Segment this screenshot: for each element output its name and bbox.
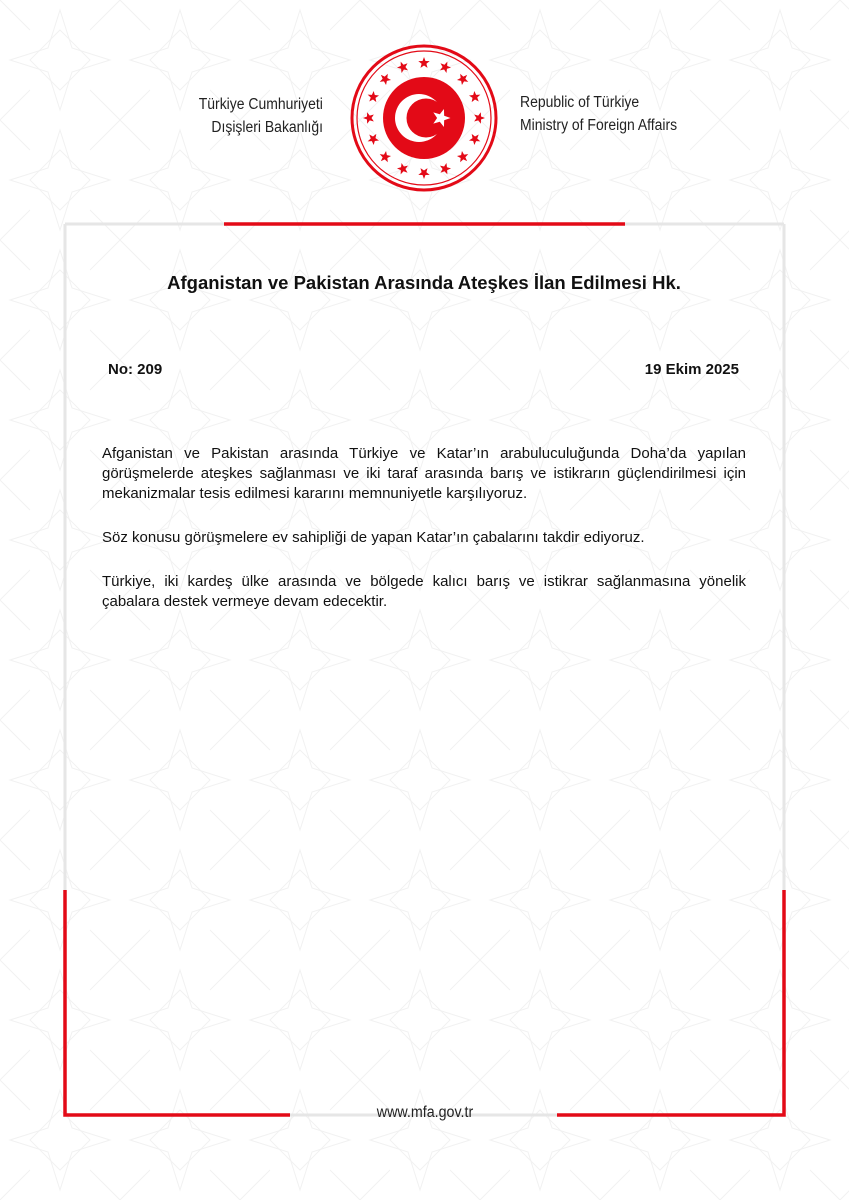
document-title: Afganistan ve Pakistan Arasında Ateşkes İlan Edilmesi Hk. (167, 272, 681, 293)
paragraph-3: Türkiye, iki kardeş ülke arasında ve bölgede kalıcı barış ve istikrar sağlanmasına yönelik çabalara destek vermeye devam edecektir. (102, 573, 746, 610)
header-en-line1: Republic of Türkiye (520, 94, 640, 111)
header-tr-line1: Türkiye Cumhuriyeti (198, 96, 323, 113)
paragraph-2: Söz konusu görüşmelere ev sahipliği de yapan Katar’ın çabalarını takdir ediyoruz. (102, 529, 645, 546)
paragraph-1: Afganistan ve Pakistan arasında Türkiye ve Katar’ın arabuluculuğunda Doha’da yapılan görüşmelerde ateşkes sağlanması ve iki taraf arasında barış ve istikrarın güçlendirilmesi için mekanizmalar tesis edilmesi kararını memnuniyetle karşılıyoruz. (102, 445, 746, 502)
document-date: 19 Ekim 2025 (644, 361, 739, 378)
document-number: No: 209 (108, 361, 163, 378)
header-en-line2: Ministry of Foreign Affairs (520, 117, 678, 134)
footer-url[interactable]: www.mfa.gov.tr (376, 1104, 474, 1121)
header-tr-line2: Dışişleri Bakanlığı (211, 119, 323, 136)
